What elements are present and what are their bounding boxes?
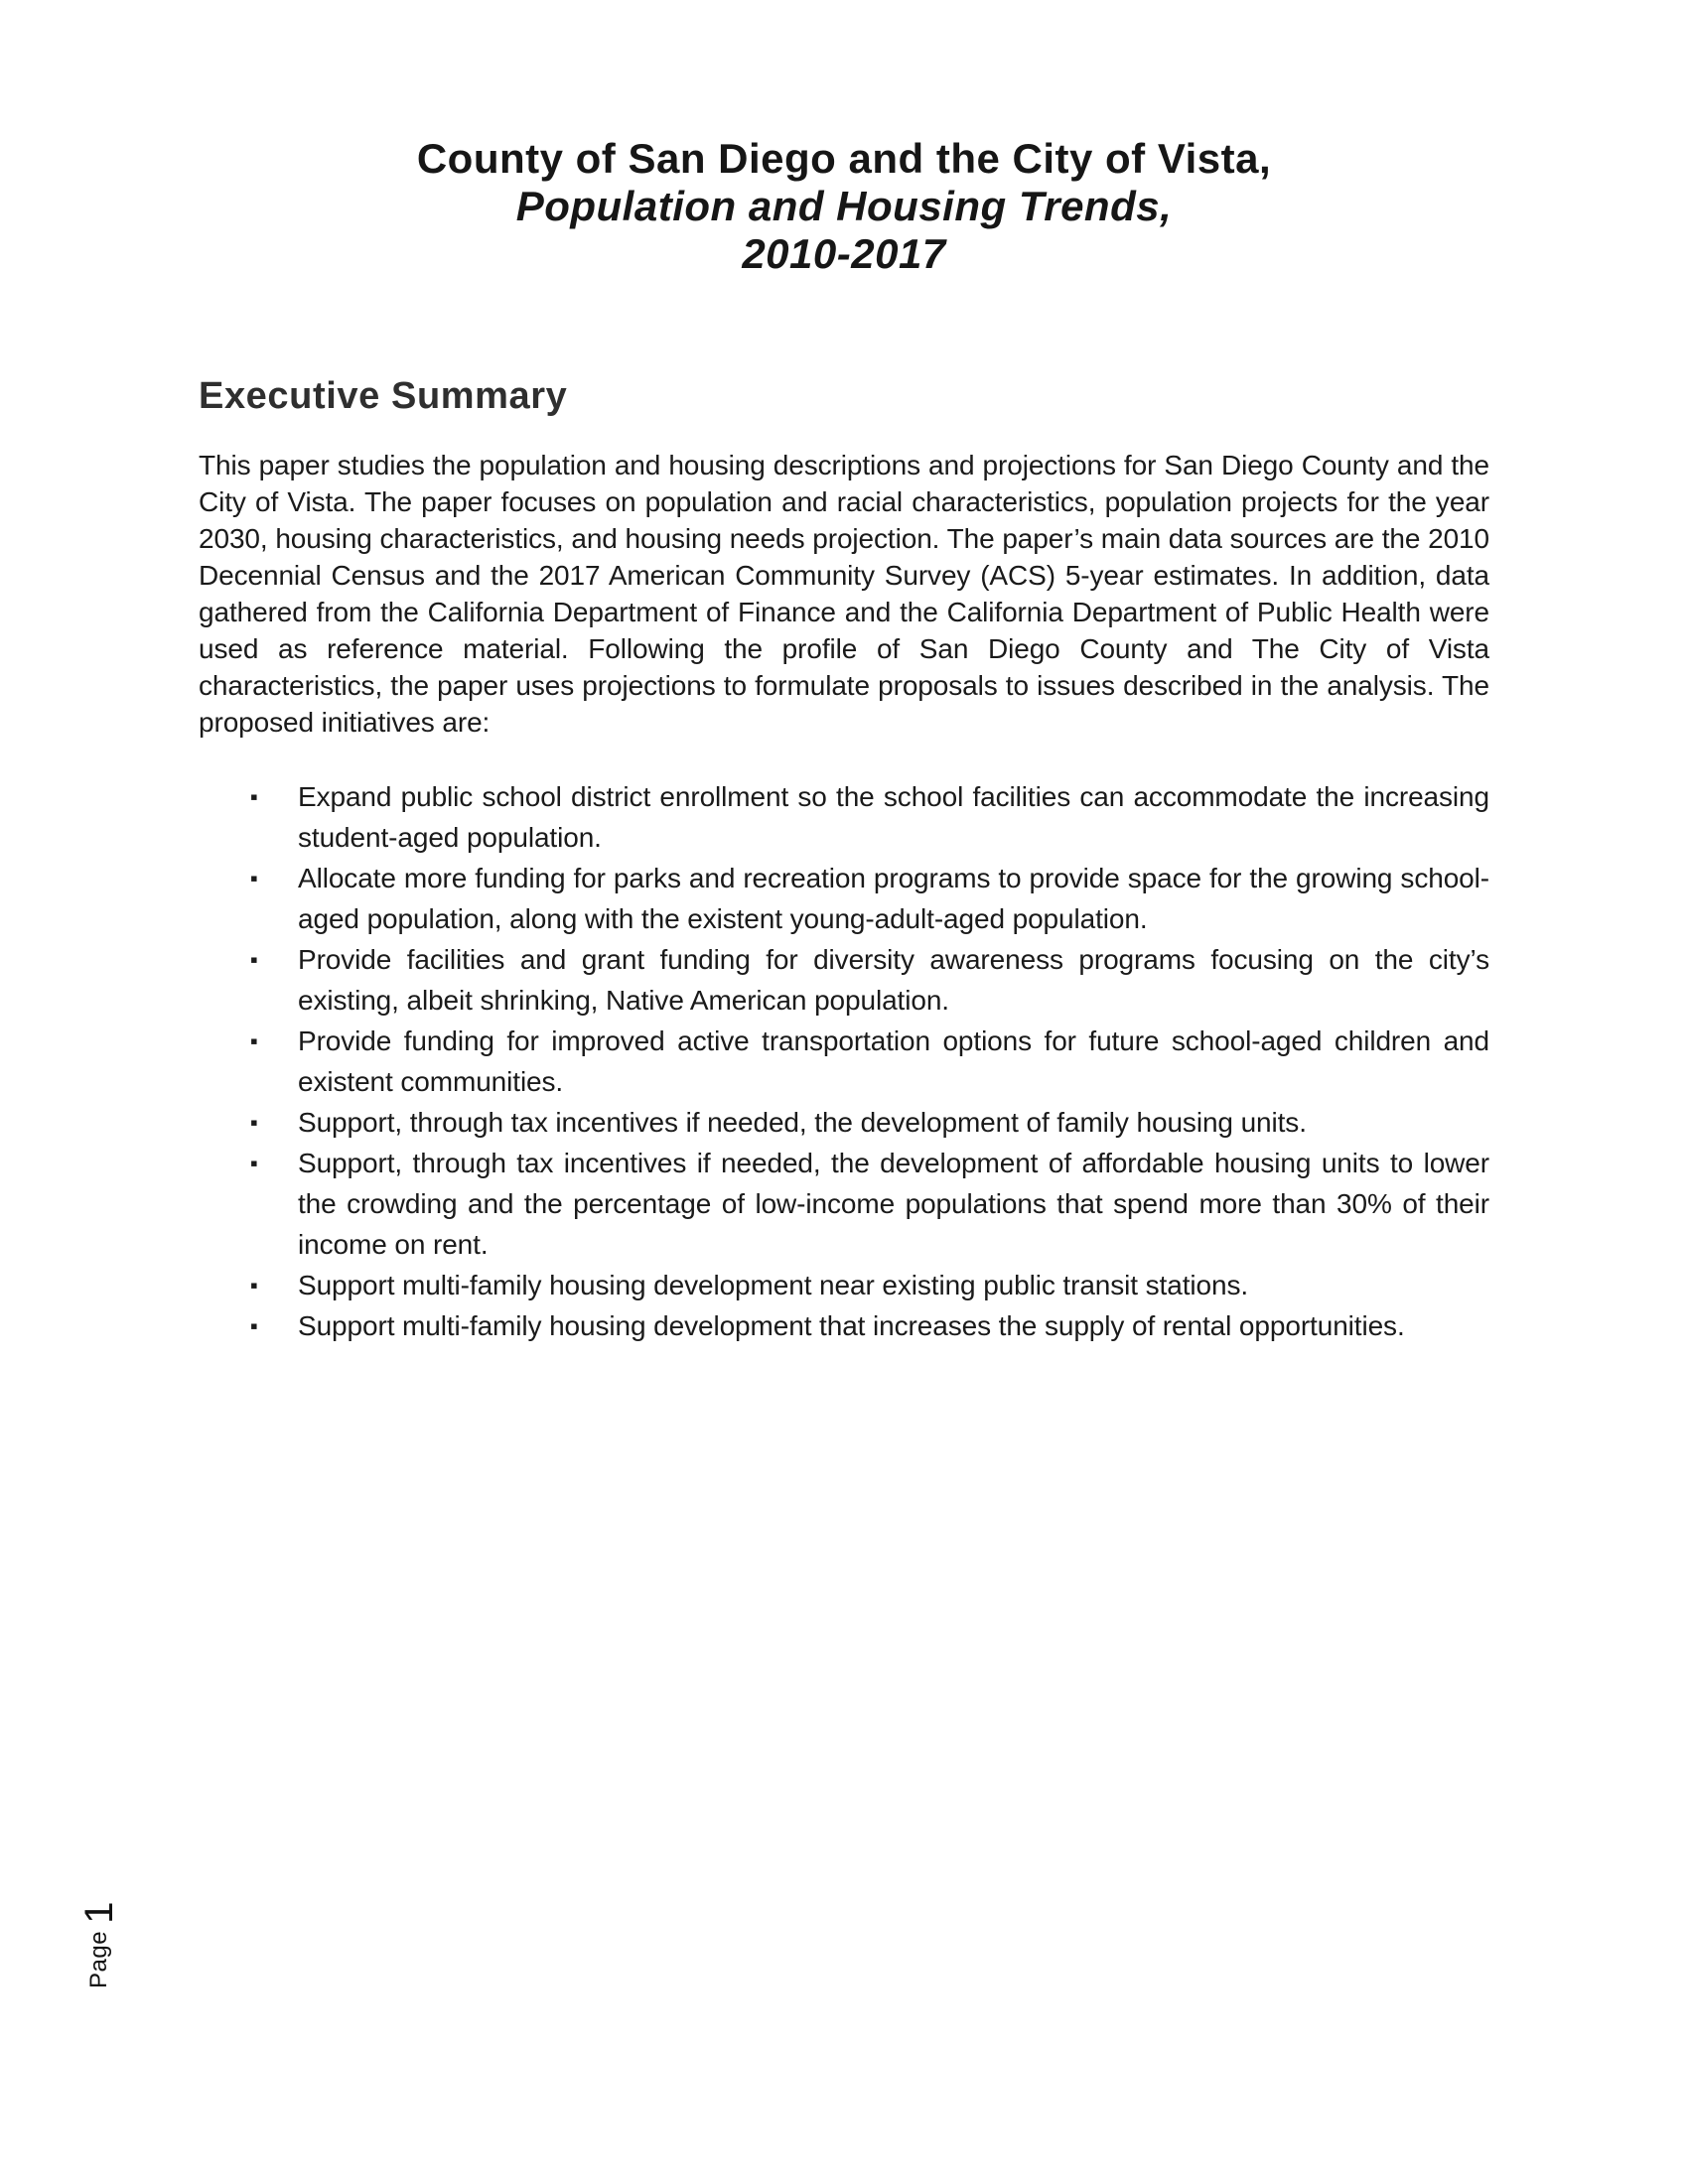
bullet-square-icon: ▪ [250, 1151, 258, 1175]
list-item [199, 1305, 1489, 1346]
list-item [199, 858, 1489, 939]
list-item-text: Support multi-family housing development that increases the supply of rental opportunities. [298, 1310, 1405, 1341]
list-item-text: Allocate more funding for parks and recreation programs to provide space for the growing school-aged population, along with the existent young-adult-aged population. [298, 863, 1489, 934]
list-item-text: Provide funding for improved active transportation options for future school-aged children and existent communities. [298, 1025, 1489, 1097]
list-item [199, 776, 1489, 858]
list-item [199, 1143, 1489, 1265]
list-item [199, 1021, 1489, 1102]
bullet-square-icon: ▪ [250, 1313, 258, 1338]
list-item-text: Support multi-family housing development near existing public transit stations. [298, 1270, 1249, 1300]
bullet-square-icon: ▪ [250, 1273, 258, 1297]
list-item [199, 1265, 1489, 1305]
title-line-3: 2010-2017 [742, 230, 946, 277]
bullet-square-icon: ▪ [250, 1110, 258, 1135]
executive-summary-paragraph: This paper studies the population and housing descriptions and projections for San Diego County and the City of Vista. The paper focuses on population and racial characteristics, population projects for the year 2030, housing characteristics, and housing needs projection. The paper’s main data sources are the 2010 Decennial Census and the 2017 American Community Survey (ACS) 5-year estimates. In addition, data gathered from the California Department of Finance and the California Department of Public Health were used as reference material. Following the profile of San Diego County and The City of Vista characteristics, the paper uses projections to formulate proposals to issues described in the analysis. The proposed initiatives are: [199, 450, 1489, 738]
list-item [199, 939, 1489, 1021]
list-item-text: Support, through tax incentives if needed, the development of affordable housing units to lower the crowding and the percentage of low-income populations that spend more than 30% of their income on rent. [298, 1148, 1489, 1260]
bullet-square-icon: ▪ [250, 784, 258, 809]
bullet-square-icon: ▪ [250, 1028, 258, 1053]
list-item-text: Expand public school district enrollment so the school facilities can accommodate the increasing student-aged population. [298, 781, 1489, 853]
list-item [199, 1102, 1489, 1143]
list-item-text: Provide facilities and grant funding for diversity awareness programs focusing on the city’s existing, albeit shrinking, Native American population. [298, 944, 1489, 1016]
title-line-1: County of San Diego and the City of Vista, [416, 135, 1272, 182]
title-line-2: Population and Housing Trends, [515, 183, 1173, 229]
page-number-label: Page [85, 1930, 112, 1988]
bullet-square-icon: ▪ [250, 947, 258, 972]
document-title [199, 135, 1489, 278]
page-number-footer [77, 1894, 122, 1988]
initiatives-bullet-list [199, 776, 1489, 1346]
list-item-text: Support, through tax incentives if needed, the development of family housing units. [298, 1107, 1307, 1138]
page-number-value: 1 [77, 1901, 121, 1924]
executive-summary-heading: Executive Summary [199, 375, 568, 417]
bullet-square-icon: ▪ [250, 866, 258, 890]
